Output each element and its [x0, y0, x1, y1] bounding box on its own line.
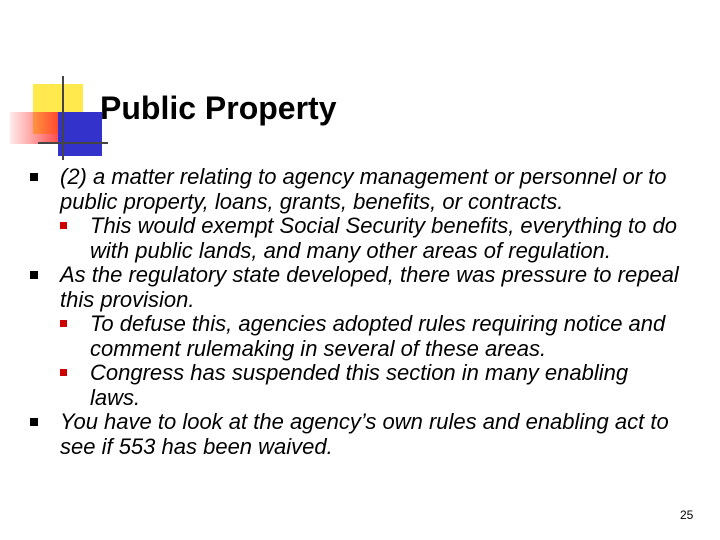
- bullet-marker: [30, 271, 38, 279]
- horizontal-rule: [38, 142, 108, 144]
- bullet-item: [30, 165, 680, 263]
- bullet-marker: [30, 418, 38, 426]
- slide-logo-decoration: [0, 0, 110, 170]
- sub-bullet-text: This would exempt Social Security benefits, everything to do with public lands, and many other areas of regulation.: [90, 213, 677, 263]
- bullet-item: [30, 410, 680, 459]
- slide-body: [30, 165, 680, 459]
- sub-bullet-text: Congress has suspended this section in many enabling laws.: [90, 360, 629, 410]
- red-gradient-shape: [10, 112, 60, 144]
- slide-title: Public Property: [100, 90, 337, 126]
- sub-bullet-item: [60, 214, 680, 263]
- bullet-text: As the regulatory state developed, there was pressure to repeal this provision.: [60, 262, 679, 312]
- page-number: 25: [680, 508, 694, 522]
- bullet-item: [30, 263, 680, 410]
- sub-bullet-marker: [60, 320, 67, 327]
- sub-bullet-item: [60, 361, 680, 410]
- bullet-text: (2) a matter relating to agency management or personnel or to public property, loans, grants, benefits, or contracts.: [60, 164, 667, 214]
- vertical-rule: [62, 76, 64, 160]
- sub-bullet-marker: [60, 369, 67, 376]
- bullet-text: You have to look at the agency’s own rules and enabling act to see if 553 has been waived.: [60, 409, 669, 459]
- sub-bullet-marker: [60, 222, 67, 229]
- blue-square-shape: [58, 112, 102, 156]
- sub-bullet-item: [60, 312, 680, 361]
- bullet-marker: [30, 173, 38, 181]
- sub-bullet-text: To defuse this, agencies adopted rules requiring notice and comment rulemaking in several of these areas.: [90, 311, 666, 361]
